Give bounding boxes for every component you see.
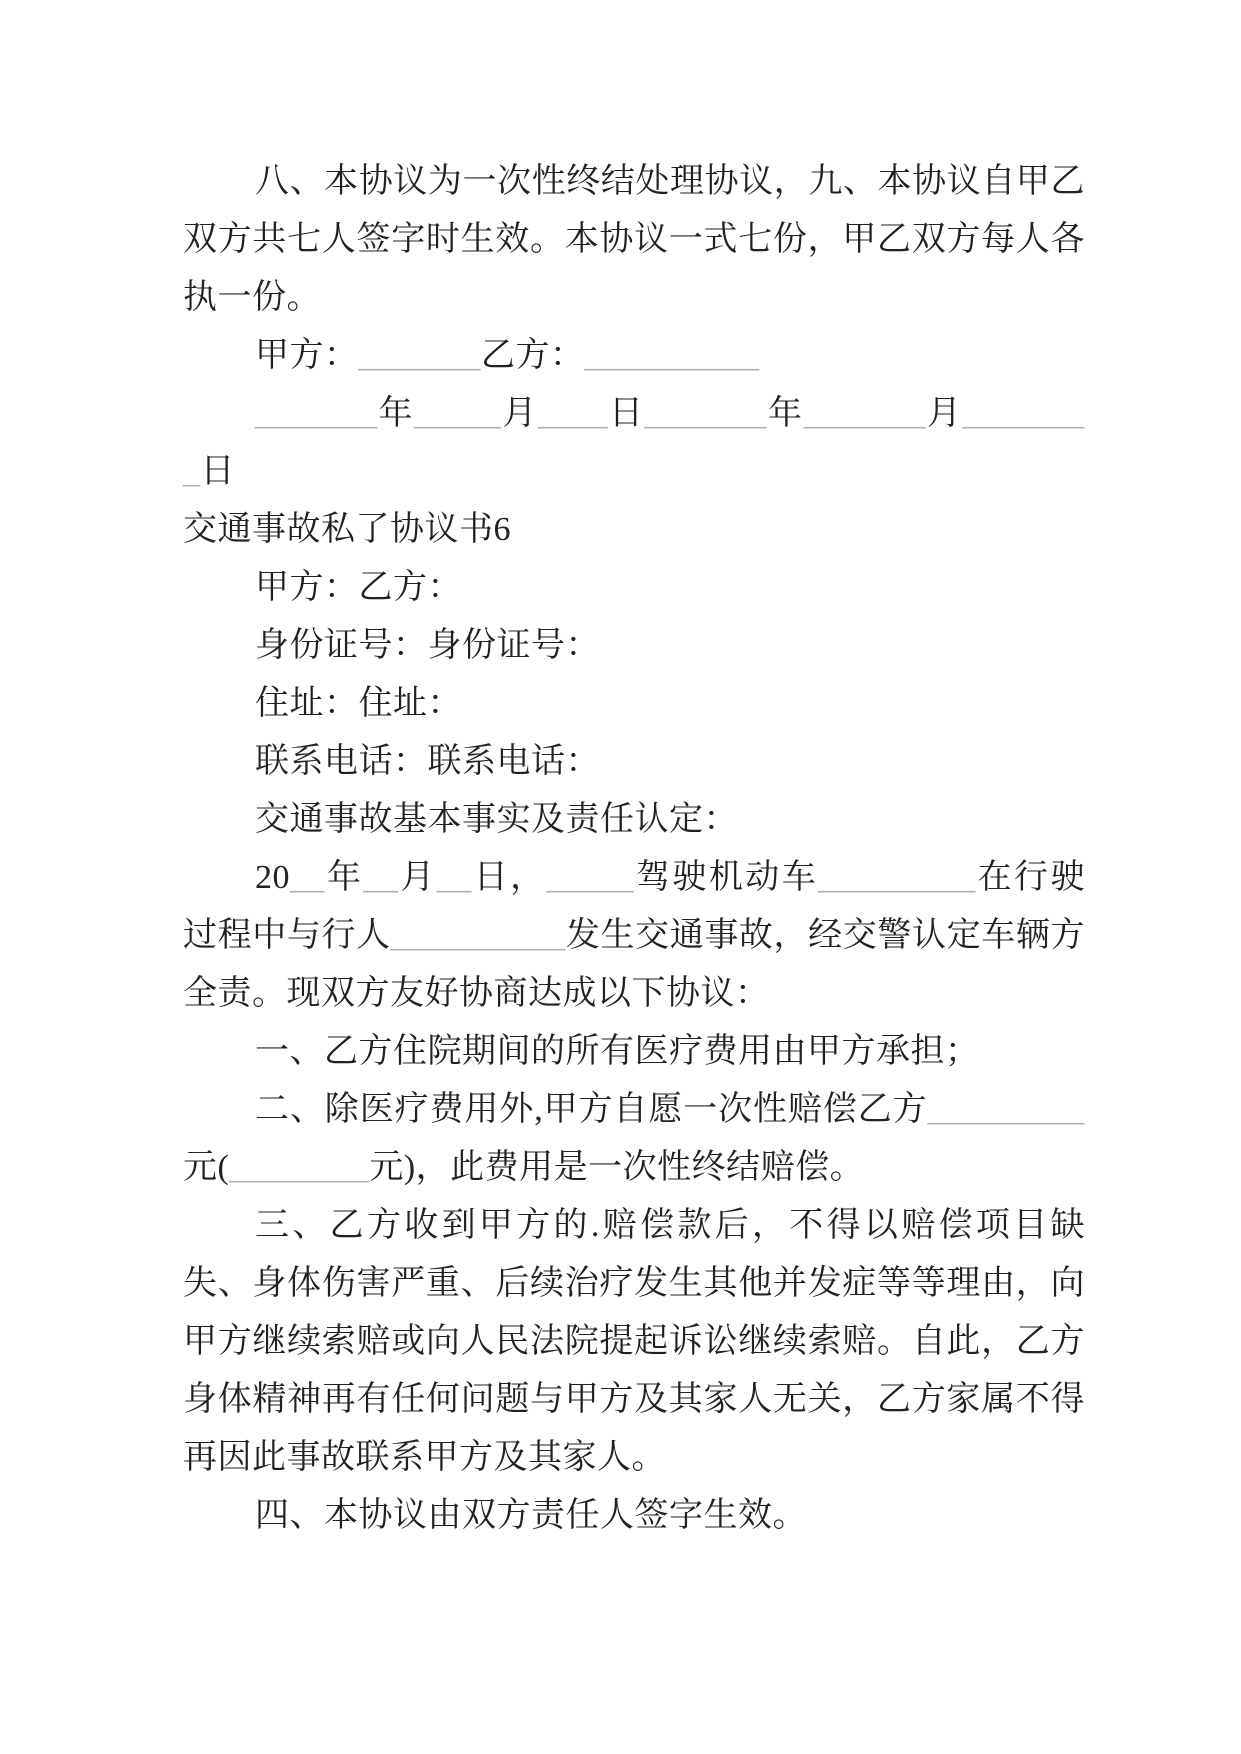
document-paragraph: _______年_____月____日_______年_______月________日: [183, 395, 1085, 490]
document-paragraph: 甲方：乙方：: [255, 569, 462, 606]
document-paragraph: 住址：住址：: [255, 685, 462, 722]
blank-line: _____: [546, 859, 635, 896]
blank-line: __________: [390, 917, 566, 954]
document-paragraph: 联系电话：联系电话：: [255, 743, 600, 780]
document-paragraph: 交通事故基本事实及责任认定：: [255, 801, 738, 838]
blank-line: ________: [229, 1149, 370, 1186]
document-paragraph: 甲方：_______乙方：__________: [255, 337, 760, 374]
blank-line: _________: [927, 1091, 1085, 1128]
blank-line: __: [290, 859, 325, 896]
document-paragraph: 20__年__月__日，_____驾驶机动车_________在行驶过程中与行人__________发生交通事故，经交警认定车辆方全责。现双方友好协商达成以下协议：: [183, 859, 1086, 1012]
blank-line: __________: [584, 337, 760, 374]
blank-line: __: [363, 859, 399, 896]
document-paragraph: 交通事故私了协议书6: [183, 511, 511, 548]
blank-line: ____: [538, 395, 608, 432]
blank-line: _______: [255, 395, 378, 432]
document-paragraph: 三、乙方收到甲方的.赔偿款后，不得以赔偿项目缺失、身体伤害严重、后续治疗发生其他并发症等等理由，向甲方继续索赔或向人民法院提起诉讼继续索赔。自此，乙方身体精神再有任何问题与甲方及其家人无关，乙方家属不得再因此事故联系甲方及其家人。: [183, 1207, 1085, 1476]
blank-line: _______: [644, 395, 767, 432]
document-paragraph: 一、乙方住院期间的所有医疗费用由甲方承担；: [255, 1033, 980, 1070]
document-paragraph: 四、本协议由双方责任人签字生效。: [255, 1497, 807, 1534]
blank-line: _______: [358, 337, 481, 374]
blank-line: __: [436, 859, 472, 896]
blank-line: _______: [803, 395, 926, 432]
blank-line: _____: [414, 395, 502, 432]
blank-line: ________: [183, 395, 1085, 490]
document-paragraph: 八、本协议为一次性终结处理协议，九、本协议自甲乙双方共七人签字时生效。本协议一式七份，甲乙双方每人各执一份。: [183, 163, 1085, 316]
document-paragraph: 二、除医疗费用外,甲方自愿一次性赔偿乙方_________元(________元)，此费用是一次性终结赔偿。: [183, 1091, 1085, 1186]
document-paragraph: 身份证号：身份证号：: [255, 627, 600, 664]
document-body: [183, 153, 1085, 1545]
blank-line: _________: [818, 859, 976, 896]
